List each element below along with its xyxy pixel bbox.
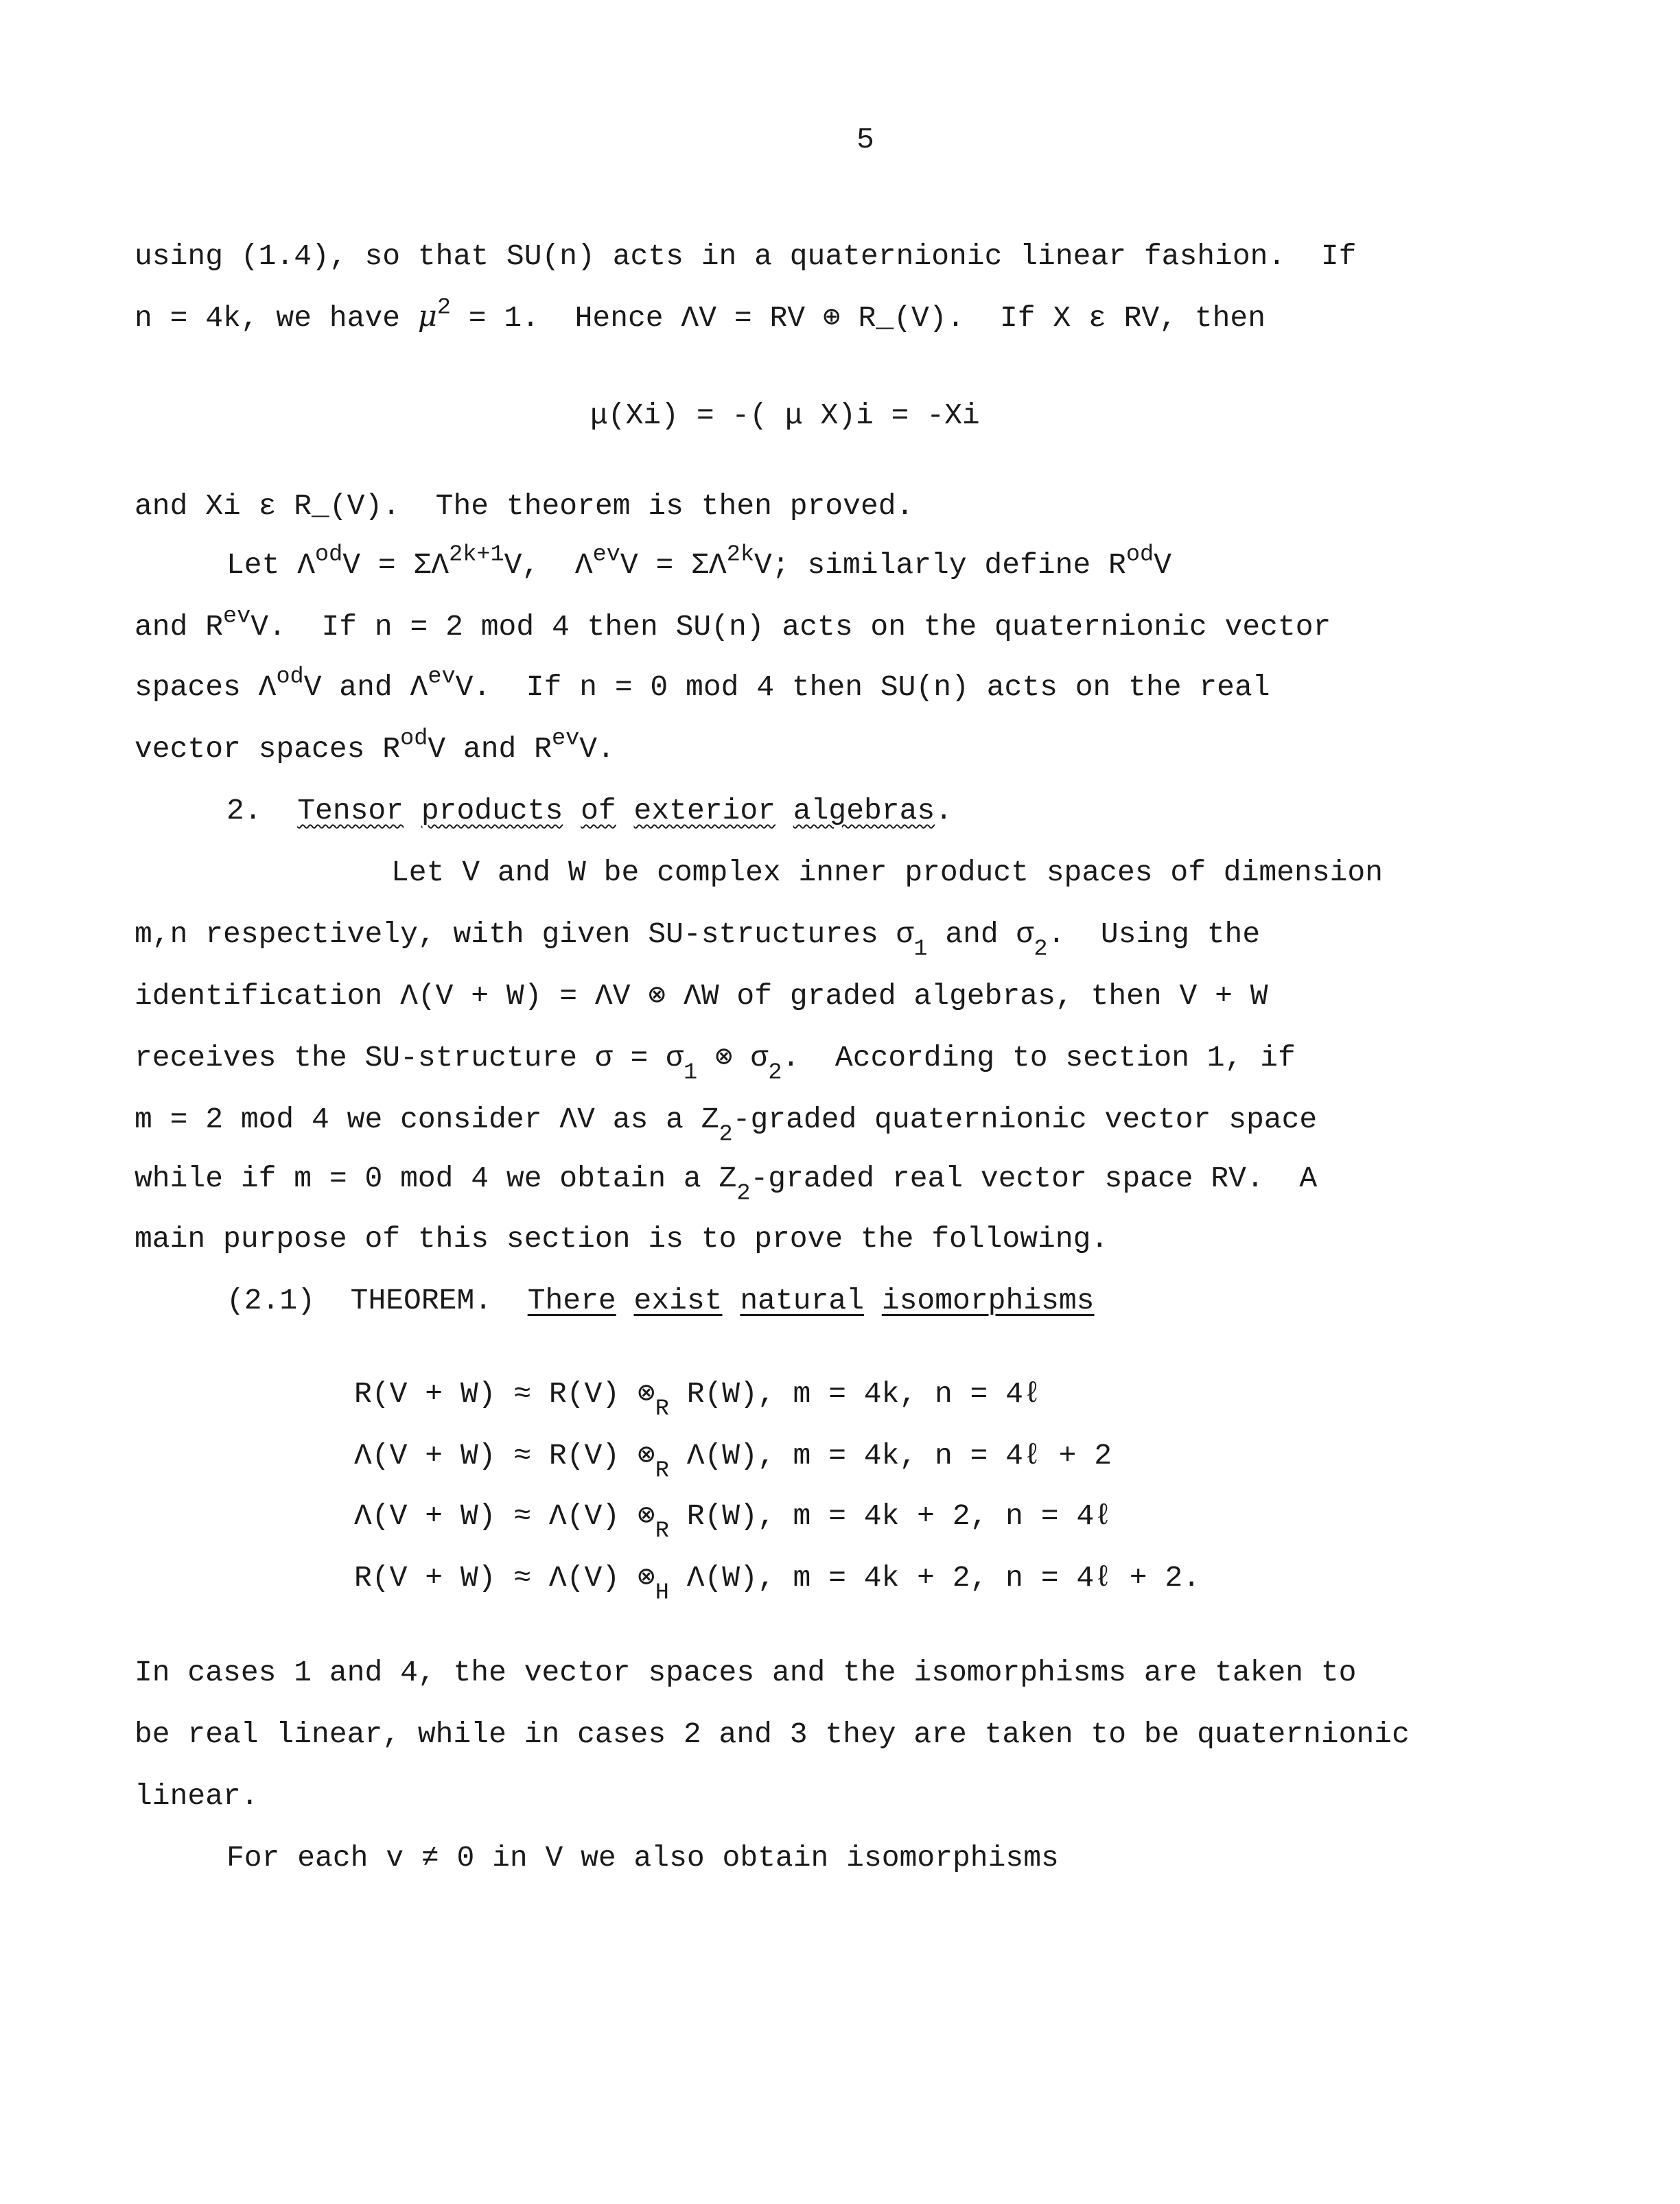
text-line: and Xi ε R_(V). The theorem is then proved. bbox=[135, 489, 914, 523]
theorem-heading: (2.1) THEOREM. There exist natural isomorphisms bbox=[226, 1284, 1095, 1317]
equation-1: R(V + W) ≈ R(V) $\otimes_R$ R(W), m = 4k, n = 4ℓ bbox=[354, 1377, 1041, 1422]
page-number: 5 bbox=[856, 123, 874, 156]
text-line: while if m = 0 mod 4 we obtain a $Z_2$-graded real vector space RV. A bbox=[135, 1162, 1318, 1207]
equation-4: R(V + W) ≈ Λ(V) $\otimes_H$ Λ(W), m = 4k + 2, n = 4ℓ + 2. bbox=[354, 1561, 1201, 1606]
text-line: identification Λ(V + W) = ΛV ⊗ ΛW of graded algebras, then V + W bbox=[135, 979, 1268, 1013]
text-line: For each v ≠ 0 in V we also obtain isomorphisms bbox=[226, 1841, 1059, 1875]
text-line: spaces $\Lambda^{od}V$ and $\Lambda^{ev}V$. If n = 0 mod 4 then SU(n) acts on the real bbox=[135, 664, 1270, 704]
equation-3: Λ(V + W) ≈ Λ(V) $\otimes_R$ R(W), m = 4k + 2, n = 4ℓ bbox=[354, 1499, 1112, 1545]
text-line: n = 4k, we have $\mu^2 = 1$. Hence ΛV = RV ⊕ R_(V). If X ε RV, then bbox=[135, 294, 1266, 335]
section-heading: 2. Tensor products of exterior algebras. bbox=[226, 794, 953, 828]
text-line: vector spaces $R^{od}V$ and $R^{ev}V$. bbox=[135, 725, 615, 766]
display-equation: μ(Xi) = -( μ X)i = -Xi bbox=[590, 399, 980, 432]
text-line: using (1.4), so that SU(n) acts in a quaternionic linear fashion. If bbox=[135, 239, 1357, 273]
text-line: receives the SU-structure $\sigma = \sigma_1$ ⊗ $\sigma_2$. According to section 1, if bbox=[135, 1041, 1296, 1086]
text-line: m = 2 mod 4 we consider ΛV as a $Z_2$-graded quaternionic vector space bbox=[135, 1103, 1318, 1148]
text-line: be real linear, while in cases 2 and 3 they are taken to be quaternionic bbox=[135, 1718, 1410, 1751]
text-line: Let $\Lambda^{od}V = \Sigma\Lambda^{2k+1}V$, $\Lambda^{ev}V = \Sigma\Lambda^{2k}V$; similarly define $R^{od}V$ bbox=[226, 541, 1171, 582]
text-line: main purpose of this section is to prove the following. bbox=[135, 1222, 1109, 1256]
text-line: linear. bbox=[135, 1779, 259, 1813]
text-line: In cases 1 and 4, the vector spaces and the isomorphisms are taken to bbox=[135, 1656, 1357, 1689]
text-line: Let V and W be complex inner product spaces of dimension bbox=[391, 856, 1384, 889]
text-line: and $R^{ev}V$. If n = 2 mod 4 then SU(n) acts on the quaternionic vector bbox=[135, 603, 1331, 644]
text-line: m,n respectively, with given SU-structures $\sigma_1$ and $\sigma_2$. Using the bbox=[135, 917, 1261, 963]
equation-2: Λ(V + W) ≈ R(V) $\otimes_R$ Λ(W), m = 4k, n = 4ℓ + 2 bbox=[354, 1439, 1112, 1484]
